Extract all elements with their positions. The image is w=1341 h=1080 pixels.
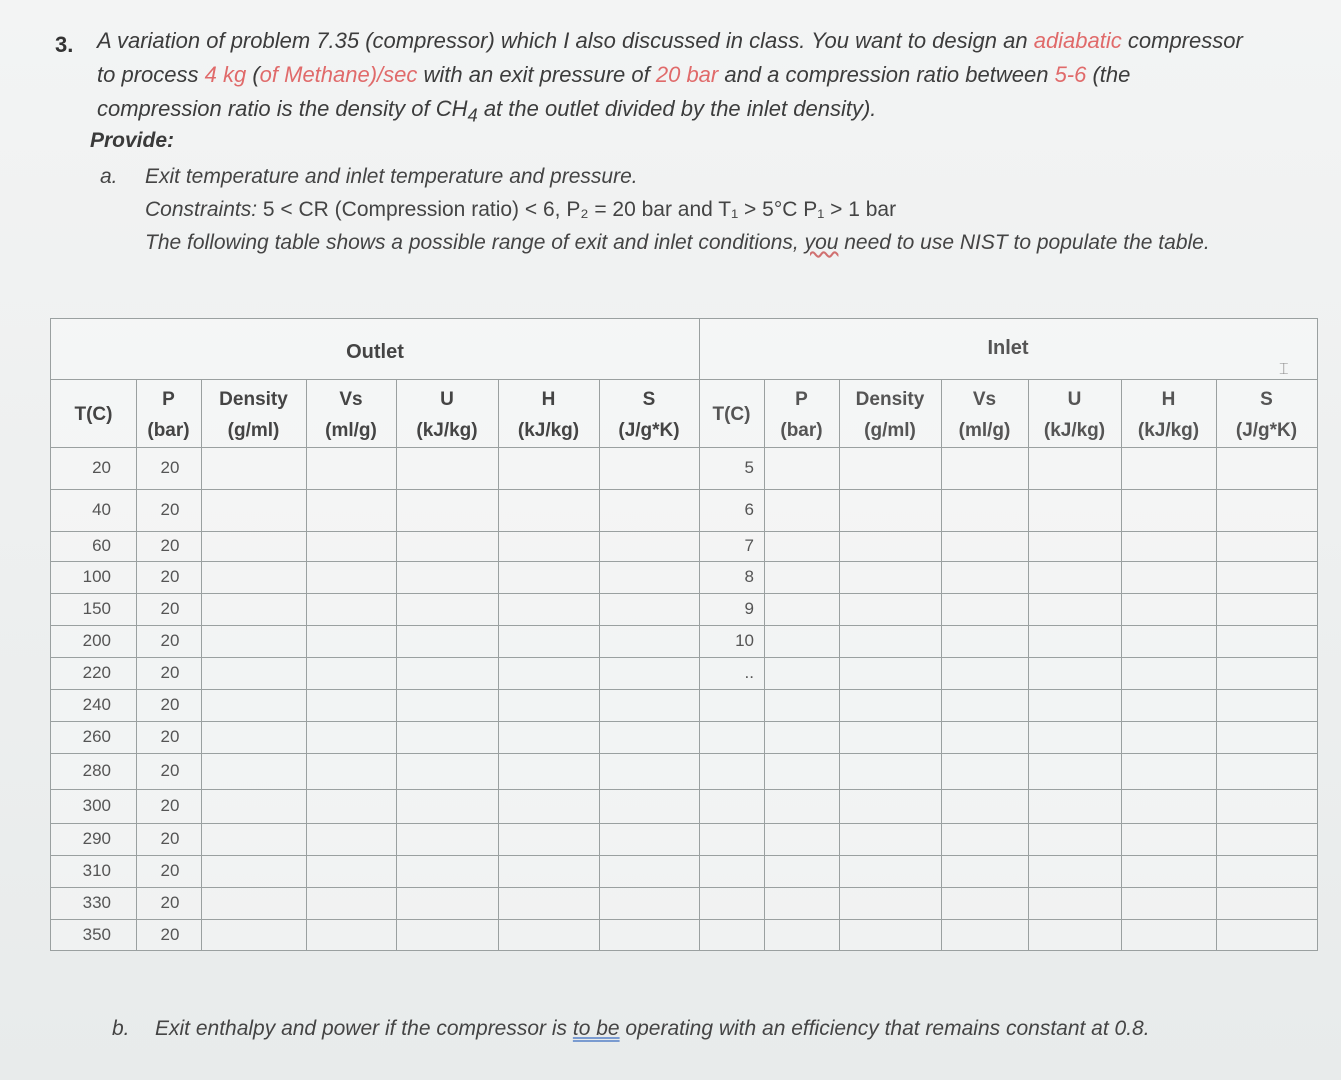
inlet-col-header xyxy=(699,399,764,430)
col-header-name: T(C) xyxy=(74,404,113,425)
table-column-rule xyxy=(1028,379,1029,950)
table-column-rule xyxy=(1121,379,1122,950)
inlet-temperature-cell: 5 xyxy=(744,458,754,477)
inlet-col-header xyxy=(1121,384,1216,446)
outlet-col-header xyxy=(136,384,201,446)
table-column-rule xyxy=(839,379,840,950)
col-header-unit: (ml/g) xyxy=(325,420,377,441)
col-header-name: H xyxy=(1161,389,1176,410)
problem-seg6: (the compression ratio is the density of CH xyxy=(97,62,1131,121)
outlet-pressure-cell: 20 xyxy=(160,829,180,848)
part-a-line1: Exit temperature and inlet temperature and pressure. xyxy=(145,165,638,188)
inlet-temperature-cell: 9 xyxy=(744,599,754,618)
outlet-temperature-cell: 310 xyxy=(82,861,111,880)
problem-seg3: ( xyxy=(246,62,260,87)
part-a-constraints xyxy=(145,193,1230,226)
part-b-line-a: Exit enthalpy and power if the compressor is xyxy=(155,1017,573,1040)
outlet-temperature-cell: 220 xyxy=(82,663,111,682)
inlet-col-header xyxy=(839,384,941,446)
outlet-pressure-cell: 20 xyxy=(160,536,180,555)
part-a-body xyxy=(145,160,1230,259)
outlet-temperature-cell: 100 xyxy=(82,567,111,586)
col-header-unit: (J/g*K) xyxy=(618,420,680,441)
outlet-col-header xyxy=(396,384,498,446)
outlet-temperature-cell: 200 xyxy=(82,631,111,650)
col-header-unit: (bar) xyxy=(147,420,190,441)
inlet-temperature-cell: 8 xyxy=(744,567,754,586)
table-rule xyxy=(51,823,1317,824)
table-column-rule xyxy=(201,379,202,950)
outlet-temperature-cell: 350 xyxy=(82,924,111,944)
table-rule xyxy=(51,789,1317,790)
highlight-methane: of Methane)/sec xyxy=(259,62,418,87)
highlight-mass: 4 kg xyxy=(204,62,247,87)
outlet-pressure-cell: 20 xyxy=(160,761,180,780)
outlet-pressure-cell: 20 xyxy=(160,599,180,618)
table-rule xyxy=(51,689,1317,690)
table-rule xyxy=(51,753,1317,754)
col-header-unit: (g/ml) xyxy=(227,420,280,441)
table-rule xyxy=(51,593,1317,594)
table-rule xyxy=(51,531,1317,532)
outlet-pressure-cell: 20 xyxy=(160,924,180,944)
col-header-name: Density xyxy=(219,389,288,410)
table-rule xyxy=(51,447,1317,448)
outlet-pressure-cell: 20 xyxy=(160,695,180,714)
inlet-col-header xyxy=(1216,384,1317,446)
table-rule xyxy=(51,657,1317,658)
col-header-unit: (kJ/kg) xyxy=(1137,420,1200,441)
col-header-name: S xyxy=(1260,389,1273,410)
table-column-rule xyxy=(1216,379,1217,950)
col-header-name: Vs xyxy=(339,389,363,410)
part-a-line3b: you xyxy=(804,231,839,254)
inlet-col-header xyxy=(764,384,839,446)
part-a-line3c: need to use NIST to populate the table. xyxy=(838,231,1210,254)
col-header-name: S xyxy=(642,389,656,410)
outlet-pressure-cell: 20 xyxy=(160,861,180,880)
table-rule xyxy=(51,721,1317,722)
col-header-unit: (J/g*K) xyxy=(1235,420,1298,441)
outlet-temperature-cell: 60 xyxy=(92,536,111,555)
col-header-name: U xyxy=(440,389,454,410)
col-header-name: Density xyxy=(855,389,925,410)
col-header-unit: (bar) xyxy=(780,420,823,441)
inlet-temperature-cell: .. xyxy=(744,663,754,682)
problem-seg2: compressor to process xyxy=(97,28,1243,87)
problem-seg5: and a compression ratio between xyxy=(718,62,1055,87)
col-header-name: P xyxy=(162,389,175,410)
col-header-unit: (g/ml) xyxy=(864,420,916,441)
constraints-text: 5 < CR (Compression ratio) < 6, P₂ = 20 bar and T₁ > 5°C P₁ > 1 bar xyxy=(257,198,897,221)
outlet-col-header xyxy=(306,384,396,446)
col-header-name: T(C) xyxy=(712,404,751,425)
highlight-adiabatic: adiabatic xyxy=(1033,28,1122,53)
table-column-rule xyxy=(136,379,137,950)
outlet-pressure-cell: 20 xyxy=(160,631,180,650)
outlet-pressure-cell: 20 xyxy=(160,458,180,477)
table-column-rule xyxy=(396,379,397,950)
table-column-rule xyxy=(941,379,942,950)
outlet-temperature-cell: 290 xyxy=(82,829,111,848)
col-header-name: P xyxy=(795,389,808,410)
table-rule xyxy=(51,561,1317,562)
highlight-pressure: 20 bar xyxy=(655,62,719,87)
table-column-rule xyxy=(498,379,499,950)
outlet-pressure-cell: 20 xyxy=(160,727,180,746)
table-rule xyxy=(51,887,1317,888)
table-rule xyxy=(51,919,1317,920)
table-column-rule xyxy=(599,379,600,950)
outlet-temperature-cell: 40 xyxy=(92,500,111,519)
part-a-label: a. xyxy=(100,165,118,188)
outlet-temperature-cell: 260 xyxy=(82,727,111,746)
outlet-col-header xyxy=(51,399,136,430)
outlet-pressure-cell: 20 xyxy=(160,500,180,519)
table-rule xyxy=(51,379,1317,380)
col-header-name: Vs xyxy=(972,389,997,410)
outlet-group-header: Outlet xyxy=(346,341,404,363)
outlet-temperature-cell: 150 xyxy=(82,599,111,618)
col-header-unit: (kJ/kg) xyxy=(517,420,580,441)
outlet-pressure-cell: 20 xyxy=(160,796,180,815)
table-rule xyxy=(51,855,1317,856)
inlet-group-header: Inlet xyxy=(987,337,1029,359)
col-header-unit: (kJ/kg) xyxy=(416,420,478,441)
problem-seg1: A variation of problem 7.35 (compressor) which I also discussed in class. You want to design an xyxy=(97,28,1034,53)
outlet-pressure-cell: 20 xyxy=(160,567,180,586)
problem-text xyxy=(97,24,1255,132)
part-a-line3a: The following table shows a possible range of exit and inlet conditions, xyxy=(145,231,805,254)
col-header-name: U xyxy=(1067,389,1082,410)
outlet-pressure-cell: 20 xyxy=(160,663,180,682)
problem-number: 3. xyxy=(55,32,74,57)
inlet-temperature-cell: 7 xyxy=(744,536,754,555)
text-cursor-icon: ⌶ xyxy=(1279,361,1289,378)
inlet-temperature-cell: 6 xyxy=(744,500,754,519)
outlet-col-header xyxy=(498,384,599,446)
outlet-temperature-cell: 330 xyxy=(82,893,111,912)
problem-seg4: with an exit pressure of xyxy=(417,62,656,87)
outlet-temperature-cell: 240 xyxy=(82,695,111,714)
table-rule xyxy=(51,489,1317,490)
problem-seg7: at the outlet divided by the inlet density). xyxy=(477,96,877,121)
constraints-prefix: Constraints: xyxy=(145,198,258,221)
part-a xyxy=(100,160,1230,259)
part-b-line-b: to be xyxy=(572,1017,620,1040)
part-b xyxy=(112,1012,1232,1045)
table-column-rule xyxy=(306,379,307,950)
outlet-col-header xyxy=(201,384,306,446)
part-b-line-c: operating with an efficiency that remains constant at 0.8. xyxy=(619,1017,1150,1040)
part-b-body xyxy=(155,1012,1232,1045)
table-rule xyxy=(51,625,1317,626)
table-column-rule xyxy=(764,379,765,950)
col-header-unit: (ml/g) xyxy=(958,420,1011,441)
outlet-pressure-cell: 20 xyxy=(160,893,180,912)
problem-statement xyxy=(55,24,1255,132)
highlight-ratio: 5-6 xyxy=(1054,62,1087,87)
outlet-col-header xyxy=(599,384,699,446)
part-b-label: b. xyxy=(112,1017,130,1040)
provide-heading: Provide: xyxy=(90,129,175,152)
outlet-temperature-cell: 280 xyxy=(82,761,111,780)
outlet-temperature-cell: 300 xyxy=(82,796,111,815)
problem-subscript: 4 xyxy=(467,104,478,126)
inlet-col-header xyxy=(1028,384,1121,446)
inlet-col-header xyxy=(941,384,1028,446)
col-header-unit: (kJ/kg) xyxy=(1043,420,1106,441)
conditions-table xyxy=(50,318,1318,951)
inlet-temperature-cell: 10 xyxy=(735,631,754,650)
part-a-line3 xyxy=(145,226,1230,259)
col-header-name: H xyxy=(541,389,556,410)
outlet-temperature-cell: 20 xyxy=(92,458,111,477)
